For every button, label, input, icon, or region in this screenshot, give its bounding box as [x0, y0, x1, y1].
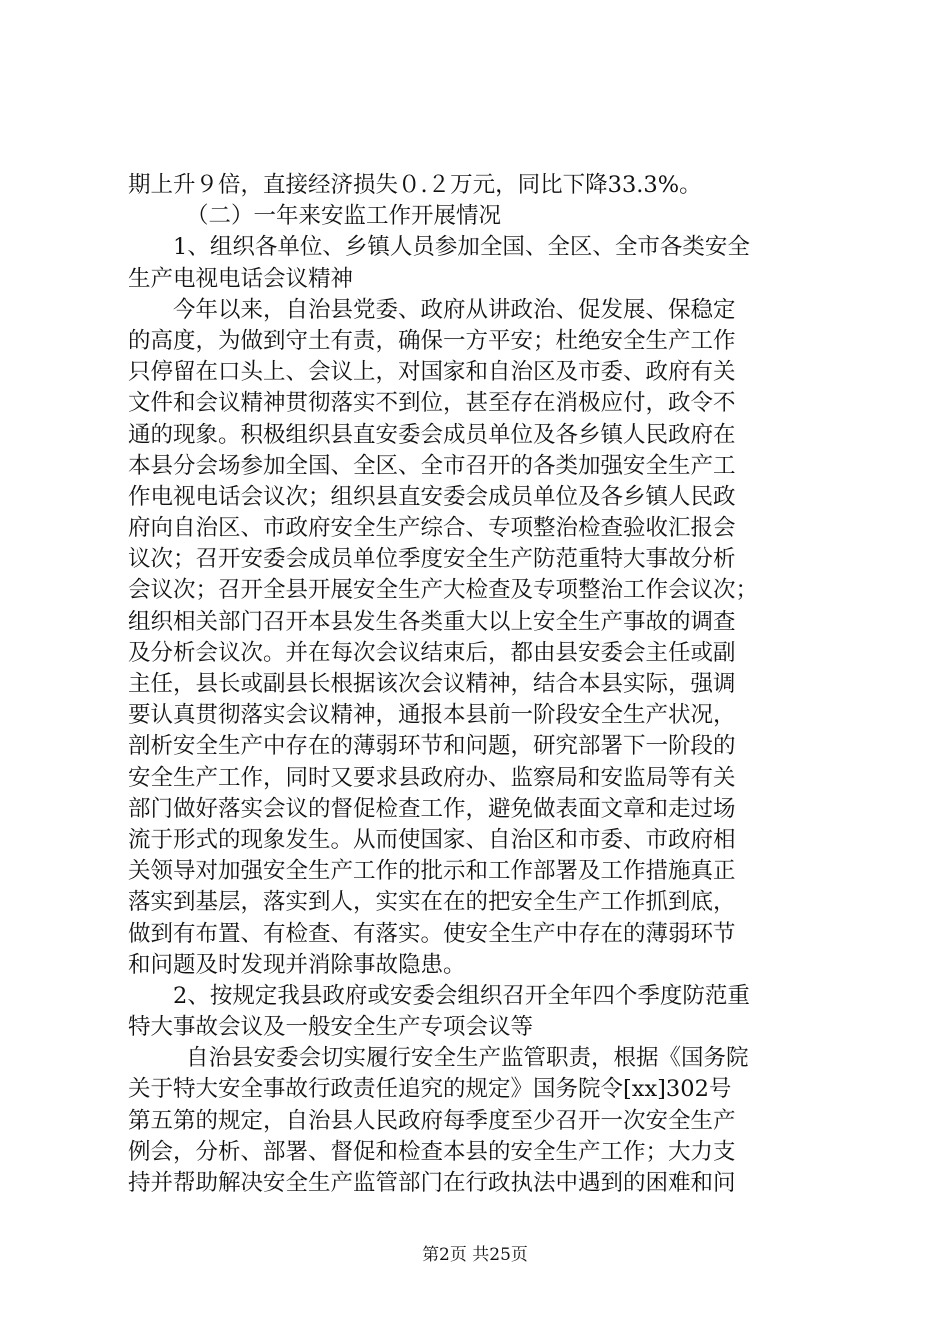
text-line: 组织相关部门召开本县发生各类重大以上安全生产事故的调查 [128, 608, 736, 635]
text-line: 自治县安委会切实履行安全生产监管职责，根据《国务院 [186, 1045, 749, 1072]
text-line: 本县分会场参加全国、全区、全市召开的各类加强安全生产工 [128, 452, 736, 479]
text-line: 会议次；召开全县开展安全生产大检查及专项整治工作会议次； [128, 577, 759, 604]
text-line: 及分析会议次。并在每次会议结束后，都由县安委会主任或副 [128, 639, 736, 666]
page-number: 第2页 共25页 [422, 1245, 528, 1265]
text-line: 第五第的规定，自治县人民政府每季度至少召开一次安全生产 [128, 1107, 736, 1134]
text-line: 剖析安全生产中存在的薄弱环节和问题，研究部署下一阶段的 [128, 733, 736, 760]
text-line: 只停留在口头上、会议上，对国家和自治区及市委、政府有关 [128, 359, 736, 386]
text-line: 关领导对加强安全生产工作的批示和工作部署及工作措施真正 [128, 858, 736, 885]
text-line: 安全生产工作，同时又要求县政府办、监察局和安监局等有关 [128, 764, 736, 791]
text-line: 通的现象。积极组织县直安委会成员单位及各乡镇人民政府在 [128, 421, 736, 448]
text-line: 流于形式的现象发生。从而使国家、自治区和市委、市政府相 [128, 826, 736, 853]
text-line: 例会，分析、部署、督促和检查本县的安全生产工作；大力支 [128, 1138, 736, 1165]
text-line: 要认真贯彻落实会议精神，通报本县前一阶段安全生产状况， [128, 702, 736, 729]
text-line: 议次；召开安委会成员单位季度安全生产防范重特大事故分析 [128, 546, 736, 573]
text-line: 关于特大安全事故行政责任追究的规定》国务院令[xx]302号 [128, 1076, 732, 1103]
text-line: 期上升９倍，直接经济损失０.２万元，同比下降33.3%。 [128, 172, 702, 198]
text-line: 府向自治区、市政府安全生产综合、专项整治检查验收汇报会 [128, 515, 736, 542]
text-line: 作电视电话会议次；组织县直安委会成员单位及各乡镇人民政 [128, 483, 736, 510]
text-line: 部门做好落实会议的督促检查工作，避免做表面文章和走过场 [128, 795, 736, 822]
item-heading: 生产电视电话会议精神 [128, 265, 354, 292]
document-body [128, 170, 828, 1199]
text-line: 主任，县长或副县长根据该次会议精神，结合本县实际，强调 [128, 671, 736, 697]
text-line: 文件和会议精神贯彻落实不到位，甚至存在消极应付，政令不 [128, 390, 736, 417]
text-line: 落实到基层，落实到人，实实在在的把安全生产工作抓到底， [128, 889, 736, 916]
text-line: 持并帮助解决安全生产监管部门在行政执法中遇到的困难和问 [128, 1170, 736, 1196]
item-heading: 1、组织各单位、乡镇人员参加全国、全区、全市各类安全 [173, 234, 750, 261]
text-line: 的高度，为做到守土有责，确保一方平安；杜绝安全生产工作 [128, 327, 736, 354]
text-line: 今年以来，自治县党委、政府从讲政治、促发展、保稳定 [173, 296, 736, 323]
text-line: 做到有布置、有检查、有落实。使安全生产中存在的薄弱环节 [128, 920, 736, 947]
text-line: 和问题及时发现并消除事故隐患。 [128, 951, 466, 978]
section-heading: （二）一年来安监工作开展情况 [186, 203, 502, 230]
item-heading: 2、按规定我县政府或安委会组织召开全年四个季度防范重 [173, 982, 750, 1009]
item-heading: 特大事故会议及一般安全生产专项会议等 [128, 1014, 534, 1041]
